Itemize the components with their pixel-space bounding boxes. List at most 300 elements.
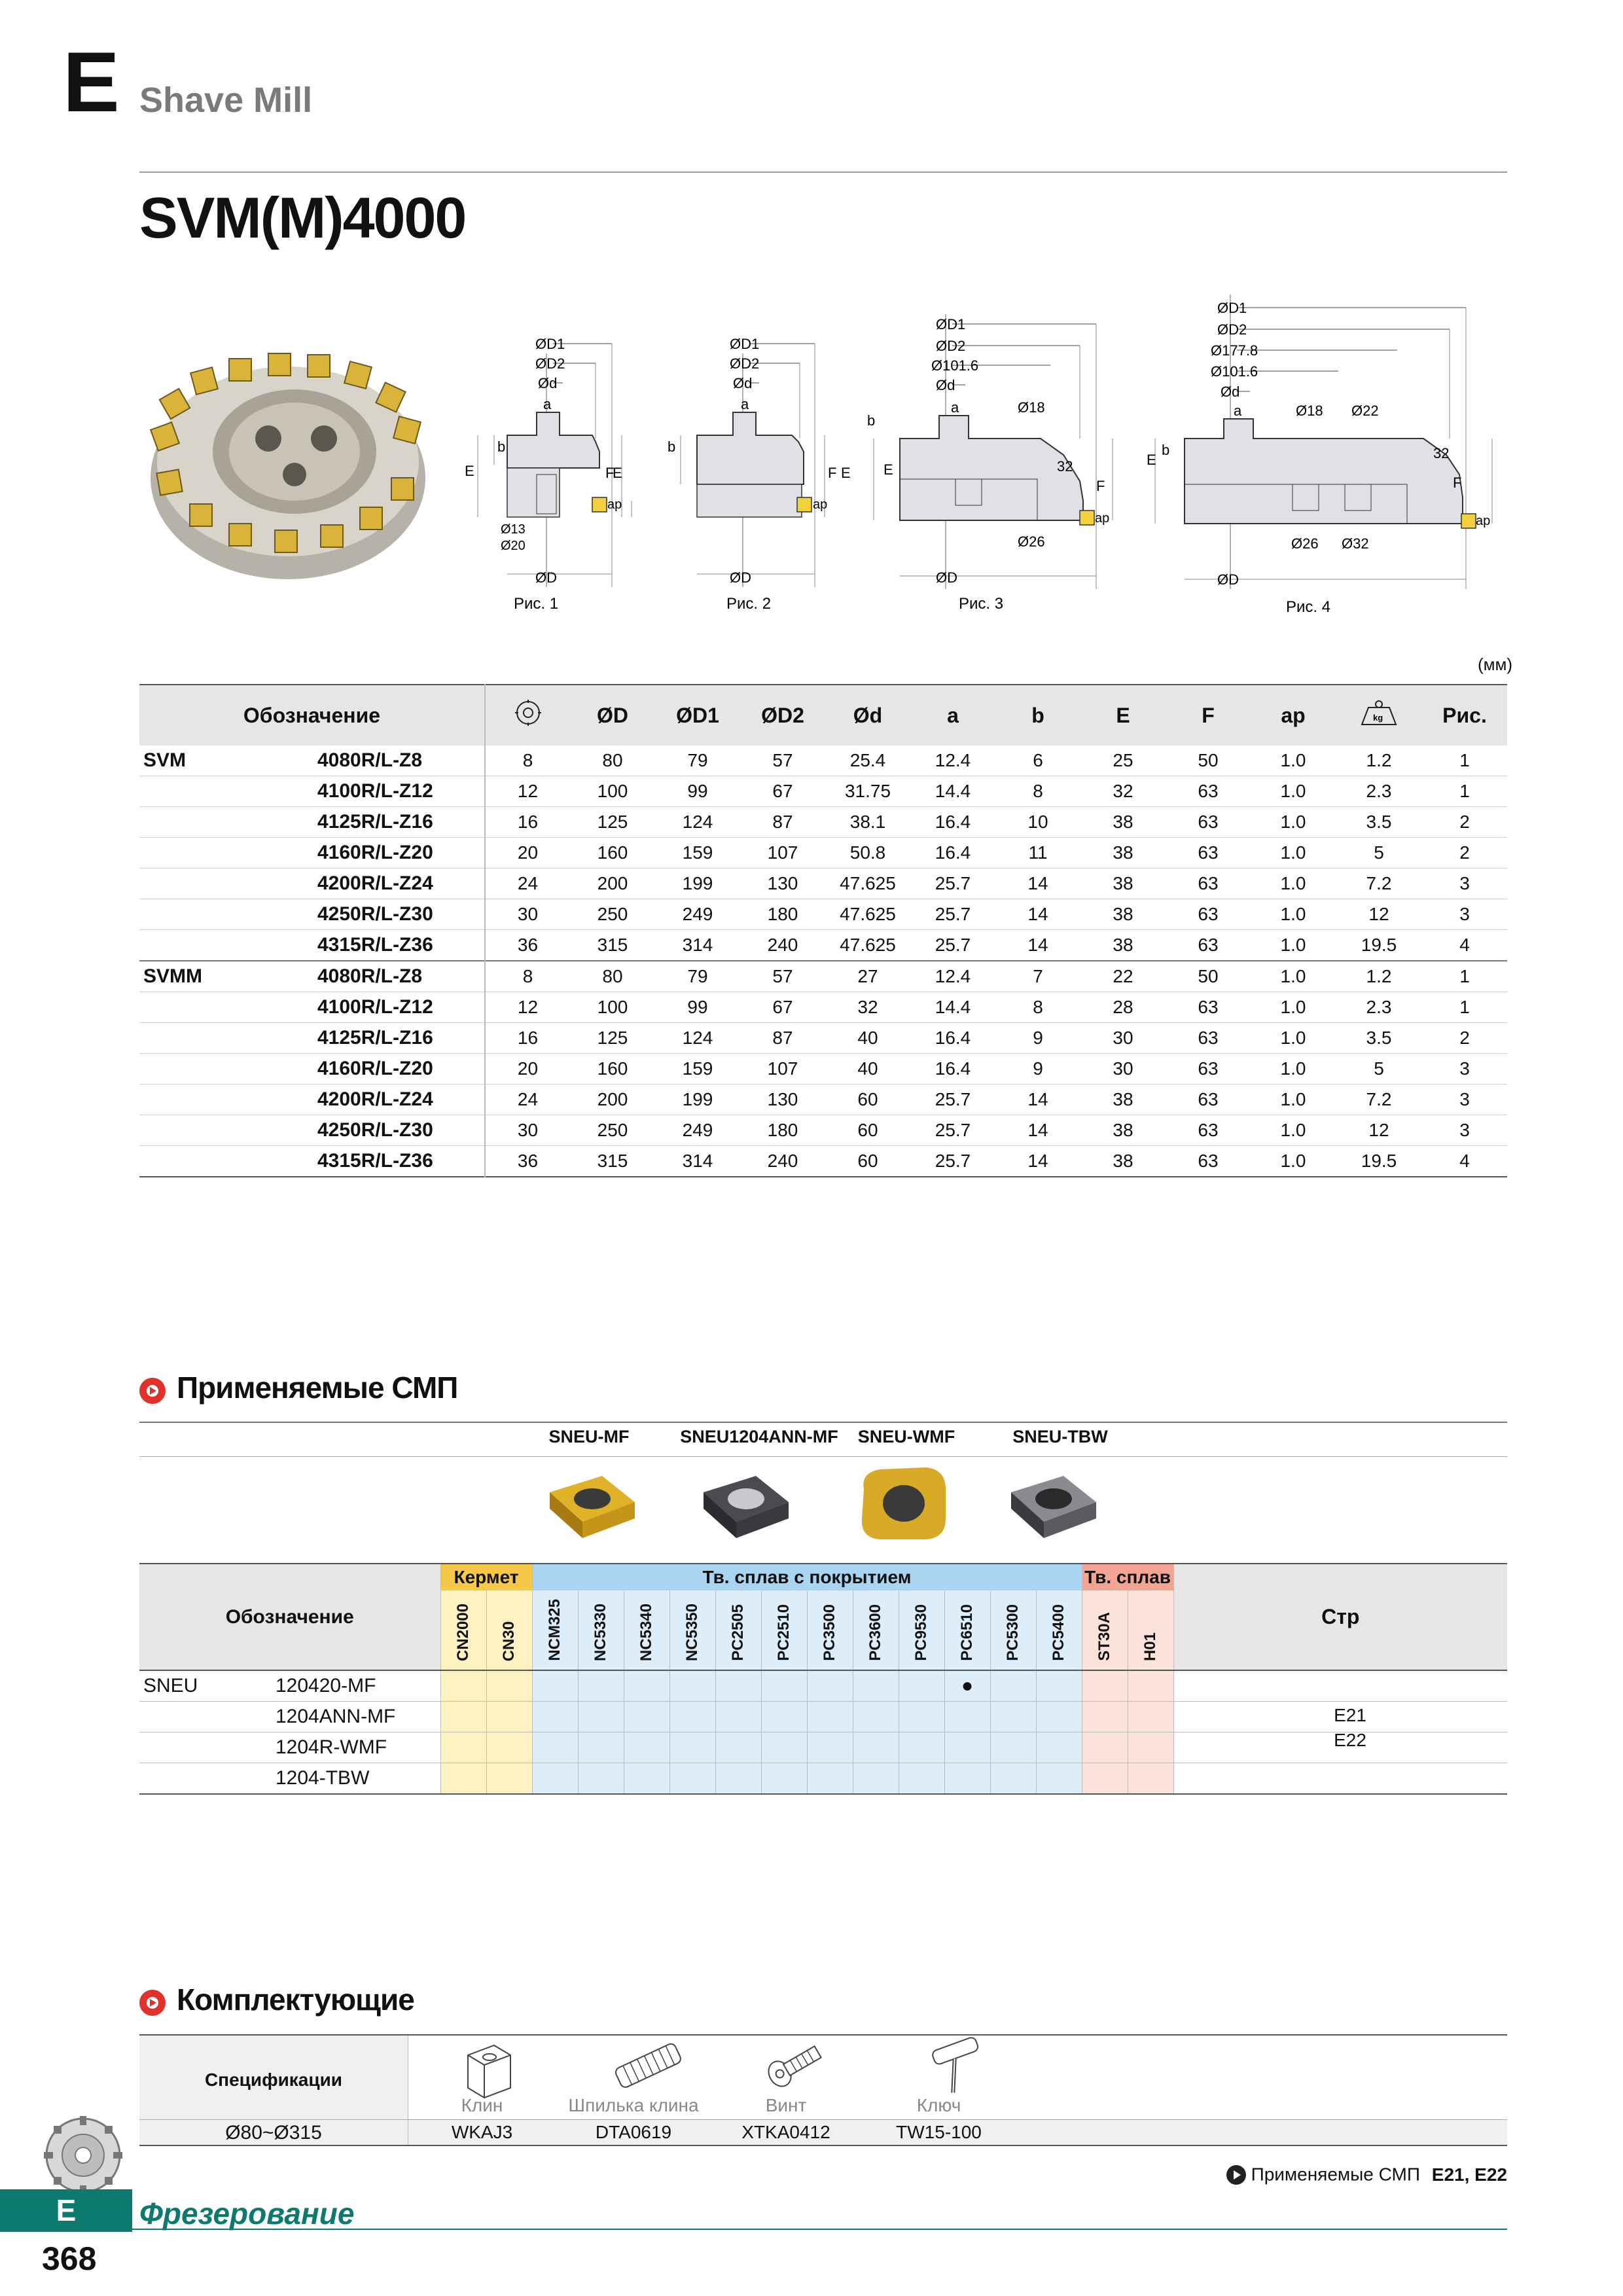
- cell-d: 25.4: [825, 745, 910, 776]
- tool-spec-table: [139, 684, 1507, 1177]
- grade-cell: [761, 1701, 807, 1732]
- row-group: [139, 992, 302, 1023]
- insert-name-1: SNEU-MF: [548, 1427, 630, 1446]
- grade-label: CN30: [500, 1621, 518, 1661]
- cell-E: 38: [1080, 1115, 1166, 1146]
- ins-col-designation: Обозначение: [139, 1564, 440, 1670]
- grade-cell: [624, 1701, 669, 1732]
- cell-ap: 1.0: [1251, 961, 1336, 992]
- acc-name-wedge: Клин: [461, 2095, 503, 2115]
- cell-fig: 1: [1422, 961, 1507, 992]
- cell-D1: 159: [655, 1054, 740, 1085]
- label-d: Ød: [936, 377, 955, 393]
- insert-code: 1204R-WMF: [276, 1736, 387, 1758]
- cell-b: 10: [995, 807, 1080, 838]
- cell-D1: 199: [655, 869, 740, 899]
- grade-h01: [1128, 1590, 1173, 1670]
- cell-E: 25: [1080, 745, 1166, 776]
- cell-ap: 1.0: [1251, 1023, 1336, 1054]
- insert-name-2: SNEU1204ANN-MF: [680, 1427, 838, 1446]
- grade-cell: [1036, 1670, 1082, 1701]
- label-d32: Ø32: [1342, 535, 1369, 552]
- cell-D2: 130: [740, 1085, 825, 1115]
- row-designation: 4315R/L-Z36: [302, 1146, 485, 1177]
- wedge-stud-icon: [605, 2032, 690, 2094]
- cell-ap: 1.0: [1251, 745, 1336, 776]
- col-D: ØD: [570, 685, 655, 745]
- grade-label: PC2510: [775, 1604, 793, 1661]
- cell-D1: 99: [655, 992, 740, 1023]
- grade-cell: [1082, 1670, 1128, 1701]
- grade-cell: [669, 1763, 715, 1793]
- cell-E: 38: [1080, 838, 1166, 869]
- cell-z: 20: [485, 1054, 570, 1085]
- cell-b: 14: [995, 930, 1080, 961]
- grade-cell: [669, 1701, 715, 1732]
- cell-D1: 199: [655, 1085, 740, 1115]
- tool-spec-row: [139, 1115, 1507, 1146]
- grade-cell: [715, 1763, 761, 1793]
- cell-b: 14: [995, 1115, 1080, 1146]
- cell-F: 63: [1166, 1023, 1251, 1054]
- cell-E: 32: [1080, 776, 1166, 807]
- grade-cell: [578, 1670, 624, 1701]
- cell-a: 16.4: [910, 838, 995, 869]
- cell-ap: 1.0: [1251, 1054, 1336, 1085]
- label-D2: ØD2: [535, 355, 565, 372]
- cell-b: 8: [995, 992, 1080, 1023]
- row-group: [139, 1085, 302, 1115]
- grade-label: CN2000: [454, 1603, 472, 1661]
- label-D1: ØD1: [1217, 300, 1247, 316]
- cell-F: 63: [1166, 838, 1251, 869]
- grade-cell: [899, 1670, 944, 1701]
- cell-a: 25.7: [910, 1085, 995, 1115]
- cell-d: 47.625: [825, 930, 910, 961]
- cell-D: 80: [570, 961, 655, 992]
- col-b: b: [995, 685, 1080, 745]
- header-rule: [139, 171, 1507, 173]
- label-D2: ØD2: [1217, 321, 1247, 338]
- page-number: 368: [42, 2240, 97, 2277]
- label-b: b: [668, 439, 676, 455]
- grade-cell: [715, 1732, 761, 1763]
- grade-nc5330: [578, 1590, 624, 1670]
- wrench-icon: [910, 2026, 995, 2098]
- cell-D1: 99: [655, 776, 740, 807]
- grade-cn30: [486, 1590, 532, 1670]
- grade-cell: [990, 1763, 1036, 1793]
- grade-cell: [1082, 1732, 1128, 1763]
- figure-1-caption: Рис. 1: [514, 595, 559, 612]
- page-ref-e21[interactable]: E21: [1334, 1705, 1366, 1725]
- cross-reference[interactable]: [1222, 2163, 1507, 2187]
- grade-cell: [1128, 1732, 1173, 1763]
- label-a: a: [951, 399, 959, 416]
- grade-cell: [532, 1763, 578, 1793]
- grade-label: NC5340: [637, 1603, 655, 1661]
- grade-label: PC5300: [1004, 1604, 1022, 1661]
- row-group: [139, 838, 302, 869]
- grade-cell: [1036, 1701, 1082, 1732]
- footer-tool-icon: [41, 2113, 126, 2198]
- cell-ap: 1.0: [1251, 992, 1336, 1023]
- grade-pc2510: [761, 1590, 807, 1670]
- grade-cell: [899, 1763, 944, 1793]
- cell-b: 6: [995, 745, 1080, 776]
- row-group: [139, 776, 302, 807]
- col-designation: Обозначение: [139, 685, 485, 745]
- cell-z: 24: [485, 869, 570, 899]
- cell-D2: 57: [740, 745, 825, 776]
- label-D: ØD: [936, 569, 957, 586]
- cell-b: 8: [995, 776, 1080, 807]
- acc-code-wrench: TW15-100: [896, 2122, 982, 2142]
- cell-a: 25.7: [910, 1115, 995, 1146]
- cell-b: 7: [995, 961, 1080, 992]
- label-a: a: [1234, 403, 1242, 419]
- label-F: F: [1453, 475, 1462, 491]
- grade-label: PC9530: [912, 1604, 930, 1661]
- ins-group-coated: Тв. сплав с покрытием: [532, 1564, 1082, 1590]
- grade-cell: [853, 1732, 899, 1763]
- weight-unit: kg: [1373, 713, 1383, 723]
- cell-F: 63: [1166, 899, 1251, 930]
- grade-cell: ●: [944, 1670, 990, 1701]
- cell-D1: 314: [655, 930, 740, 961]
- grade-cell: [486, 1701, 532, 1732]
- cell-d: 60: [825, 1115, 910, 1146]
- acc-name-wrench: Ключ: [916, 2095, 961, 2115]
- cell-d: 40: [825, 1054, 910, 1085]
- tool-spec-row: [139, 961, 1507, 992]
- cell-ap: 1.0: [1251, 1115, 1336, 1146]
- tool-spec-row: [139, 838, 1507, 869]
- cell-fig: 3: [1422, 1054, 1507, 1085]
- cell-a: 16.4: [910, 1023, 995, 1054]
- figure-3-caption: Рис. 3: [959, 595, 1004, 613]
- cell-E: 38: [1080, 1085, 1166, 1115]
- cell-z: 8: [485, 961, 570, 992]
- grade-pc6510: [944, 1590, 990, 1670]
- figure-3-drawing: [854, 308, 1142, 615]
- cell-b: 11: [995, 838, 1080, 869]
- insert-image-sneu-wmf: [847, 1460, 959, 1551]
- label-a: a: [543, 396, 552, 412]
- wedge-icon: [458, 2039, 517, 2101]
- tool-spec-row: [139, 930, 1507, 961]
- cell-z: 36: [485, 1146, 570, 1177]
- grade-cell: [899, 1701, 944, 1732]
- label-F: F: [828, 465, 837, 481]
- cell-D: 250: [570, 899, 655, 930]
- insert-name-rule: [139, 1456, 1507, 1457]
- grade-cell: [807, 1701, 853, 1732]
- label-E2: E: [613, 465, 622, 481]
- row-designation: 4160R/L-Z20: [302, 838, 485, 869]
- label-D1: ØD1: [936, 316, 966, 332]
- cell-a: 14.4: [910, 776, 995, 807]
- cell-kg: 5: [1336, 1054, 1422, 1085]
- cell-a: 12.4: [910, 961, 995, 992]
- col-weight: [1336, 685, 1422, 745]
- row-group: [139, 1023, 302, 1054]
- product-title: SVM(M)4000: [139, 185, 466, 250]
- label-F: F: [1096, 478, 1105, 494]
- grade-label: H01: [1141, 1632, 1159, 1661]
- grade-cell: [1082, 1701, 1128, 1732]
- grade-cell: [1082, 1763, 1128, 1793]
- label-D: ØD: [535, 569, 557, 586]
- grade-cell: [532, 1670, 578, 1701]
- cell-b: 9: [995, 1023, 1080, 1054]
- cell-z: 30: [485, 899, 570, 930]
- tool-spec-rows: [139, 745, 1507, 1177]
- row-group: [139, 1054, 302, 1085]
- cell-F: 63: [1166, 1054, 1251, 1085]
- grade-pc3500: [807, 1590, 853, 1670]
- row-designation: 4080R/L-Z8: [302, 745, 485, 776]
- cell-D: 315: [570, 1146, 655, 1177]
- grade-cell: [761, 1670, 807, 1701]
- grade-cell: [990, 1701, 1036, 1732]
- label-d: Ød: [733, 375, 753, 391]
- row-group: [139, 1115, 302, 1146]
- cell-F: 63: [1166, 869, 1251, 899]
- cell-kg: 1.2: [1336, 961, 1422, 992]
- insert-group: [139, 1701, 269, 1732]
- label-E: E: [465, 463, 474, 479]
- cell-b: 9: [995, 1054, 1080, 1085]
- cell-a: 16.4: [910, 807, 995, 838]
- grade-label: PC2505: [729, 1604, 747, 1661]
- grade-label: PC6510: [958, 1604, 976, 1661]
- grade-cell: [761, 1763, 807, 1793]
- grade-cell: [624, 1763, 669, 1793]
- footer-section-tab[interactable]: E: [0, 2189, 132, 2232]
- insert-page-cell: [1173, 1763, 1507, 1793]
- cell-z: 30: [485, 1115, 570, 1146]
- grade-cell: [853, 1670, 899, 1701]
- cell-fig: 3: [1422, 869, 1507, 899]
- cell-a: 14.4: [910, 992, 995, 1023]
- cell-D: 160: [570, 838, 655, 869]
- grade-cell: [532, 1701, 578, 1732]
- cell-E: 38: [1080, 1146, 1166, 1177]
- acc-code-wedge: WKAJ3: [451, 2122, 513, 2142]
- grade-cell: [669, 1732, 715, 1763]
- grade-label: NCM325: [546, 1599, 563, 1661]
- cell-F: 50: [1166, 961, 1251, 992]
- cell-a: 12.4: [910, 745, 995, 776]
- cell-a: 25.7: [910, 930, 995, 961]
- grade-label: ST30A: [1096, 1612, 1113, 1661]
- col-a: a: [910, 685, 995, 745]
- row-designation: 4315R/L-Z36: [302, 930, 485, 961]
- cell-D: 315: [570, 930, 655, 961]
- cell-ap: 1.0: [1251, 1085, 1336, 1115]
- tool-spec-row: [139, 992, 1507, 1023]
- cell-fig: 4: [1422, 1146, 1507, 1177]
- cell-a: 16.4: [910, 1054, 995, 1085]
- cell-F: 63: [1166, 1085, 1251, 1115]
- cell-D: 250: [570, 1115, 655, 1146]
- grade-cell: [1128, 1670, 1173, 1701]
- col-figure: Рис.: [1422, 685, 1507, 745]
- cell-kg: 3.5: [1336, 1023, 1422, 1054]
- cell-E: 38: [1080, 869, 1166, 899]
- section-arrow-icon: [139, 1378, 166, 1404]
- cell-d: 50.8: [825, 838, 910, 869]
- label-D1: ØD1: [535, 336, 565, 352]
- cell-a: 25.7: [910, 1146, 995, 1177]
- row-designation: 4200R/L-Z24: [302, 1085, 485, 1115]
- cell-D2: 130: [740, 869, 825, 899]
- row-group: SVM: [139, 745, 302, 776]
- grade-cell: [990, 1732, 1036, 1763]
- grade-label: NC5350: [683, 1603, 701, 1661]
- grade-cell: [1036, 1732, 1082, 1763]
- accessory-name-row: [408, 2094, 1507, 2117]
- cell-F: 63: [1166, 776, 1251, 807]
- figure-4-drawing: [1135, 288, 1515, 615]
- grade-cell: [624, 1670, 669, 1701]
- grade-label: PC3600: [866, 1604, 884, 1661]
- row-group: SVMM: [139, 961, 302, 992]
- grade-cell: [440, 1701, 486, 1732]
- cell-E: 30: [1080, 1054, 1166, 1085]
- page-ref-e22[interactable]: E22: [1334, 1730, 1366, 1750]
- row-designation: 4160R/L-Z20: [302, 1054, 485, 1085]
- label-ap: ap: [1095, 511, 1110, 526]
- spec-label: Спецификации: [204, 2070, 343, 2090]
- accessories-arrow-icon: [139, 1990, 166, 2016]
- insert-row: [139, 1763, 1507, 1793]
- grade-cell: [807, 1732, 853, 1763]
- insert-image-sneu1204ann-mf: [690, 1466, 795, 1551]
- row-group: [139, 807, 302, 838]
- cell-fig: 3: [1422, 899, 1507, 930]
- figure-2-caption: Рис. 2: [726, 595, 772, 612]
- tool-spec-row: [139, 869, 1507, 899]
- cross-ref-arrow-icon: [1226, 2165, 1246, 2185]
- cell-E: 38: [1080, 930, 1166, 961]
- cross-ref-label: Применяемые СМП: [1251, 2164, 1421, 2185]
- cell-z: 16: [485, 1023, 570, 1054]
- cell-F: 50: [1166, 745, 1251, 776]
- cell-D2: 107: [740, 1054, 825, 1085]
- grade-cell: [1128, 1763, 1173, 1793]
- label-ap: ap: [1476, 514, 1491, 528]
- cell-z: 16: [485, 807, 570, 838]
- cell-F: 63: [1166, 1115, 1251, 1146]
- insert-group: SNEU: [143, 1674, 198, 1696]
- inserts-section-title: Применяемые СМП: [177, 1371, 458, 1405]
- grade-cell: [990, 1670, 1036, 1701]
- cell-D1: 124: [655, 1023, 740, 1054]
- cell-D: 200: [570, 1085, 655, 1115]
- grade-label: PC5400: [1050, 1604, 1067, 1661]
- grade-cell: [899, 1732, 944, 1763]
- grade-cell: [486, 1732, 532, 1763]
- label-ap: ap: [607, 497, 622, 512]
- cell-ap: 1.0: [1251, 930, 1336, 961]
- cell-kg: 1.2: [1336, 745, 1422, 776]
- col-D2: ØD2: [740, 685, 825, 745]
- row-group: [139, 930, 302, 961]
- cell-fig: 2: [1422, 1023, 1507, 1054]
- grade-cell: [578, 1763, 624, 1793]
- cell-D1: 124: [655, 807, 740, 838]
- tool-spec-row: [139, 1054, 1507, 1085]
- grade-cell: [853, 1763, 899, 1793]
- cell-D: 160: [570, 1054, 655, 1085]
- grade-cell: [944, 1763, 990, 1793]
- grade-cell: [486, 1670, 532, 1701]
- grade-pc5300: [990, 1590, 1036, 1670]
- cell-F: 63: [1166, 1146, 1251, 1177]
- row-designation: 4125R/L-Z16: [302, 1023, 485, 1054]
- grade-cell: [715, 1670, 761, 1701]
- cell-D: 100: [570, 776, 655, 807]
- cell-d: 32: [825, 992, 910, 1023]
- cell-d: 31.75: [825, 776, 910, 807]
- insert-code: 1204ANN-MF: [276, 1705, 396, 1727]
- label-d: Ød: [1221, 384, 1240, 400]
- row-designation: 4080R/L-Z8: [302, 961, 485, 992]
- cell-F: 63: [1166, 930, 1251, 961]
- section-letter: E: [63, 34, 120, 130]
- cell-kg: 12: [1336, 899, 1422, 930]
- cell-fig: 1: [1422, 745, 1507, 776]
- cell-fig: 3: [1422, 1115, 1507, 1146]
- figure-1-drawing: [458, 331, 654, 612]
- tool-spec-row: [139, 776, 1507, 807]
- accessories-bottom-rule: [139, 2145, 1507, 2146]
- col-ap: ap: [1251, 685, 1336, 745]
- cell-d: 38.1: [825, 807, 910, 838]
- label-d1778: Ø177.8: [1211, 342, 1258, 359]
- cell-a: 25.7: [910, 869, 995, 899]
- label-d22: Ø22: [1351, 403, 1379, 419]
- cell-fig: 1: [1422, 776, 1507, 807]
- cell-D: 100: [570, 992, 655, 1023]
- cell-ap: 1.0: [1251, 1146, 1336, 1177]
- col-teeth: [485, 685, 570, 745]
- label-D: ØD: [730, 569, 751, 586]
- cell-ap: 1.0: [1251, 899, 1336, 930]
- tool-spec-row: [139, 899, 1507, 930]
- label-E: E: [841, 465, 851, 481]
- label-D2: ØD2: [936, 338, 966, 354]
- grade-cell: [440, 1732, 486, 1763]
- cell-D2: 67: [740, 776, 825, 807]
- ins-group-carbide: Тв. сплав: [1082, 1564, 1173, 1590]
- cell-fig: 2: [1422, 838, 1507, 869]
- cell-z: 24: [485, 1085, 570, 1115]
- cell-E: 22: [1080, 961, 1166, 992]
- row-designation: 4125R/L-Z16: [302, 807, 485, 838]
- cross-ref-pages: E21, E22: [1431, 2164, 1507, 2185]
- grade-pc3600: [853, 1590, 899, 1670]
- acc-name-wedge-stud: Шпилька клина: [568, 2095, 699, 2115]
- grade-st30a: [1082, 1590, 1128, 1670]
- insert-page-refs: [1285, 1703, 1416, 1753]
- label-d18: Ø18: [1296, 403, 1323, 419]
- cell-D2: 67: [740, 992, 825, 1023]
- cell-D1: 314: [655, 1146, 740, 1177]
- cell-b: 14: [995, 1085, 1080, 1115]
